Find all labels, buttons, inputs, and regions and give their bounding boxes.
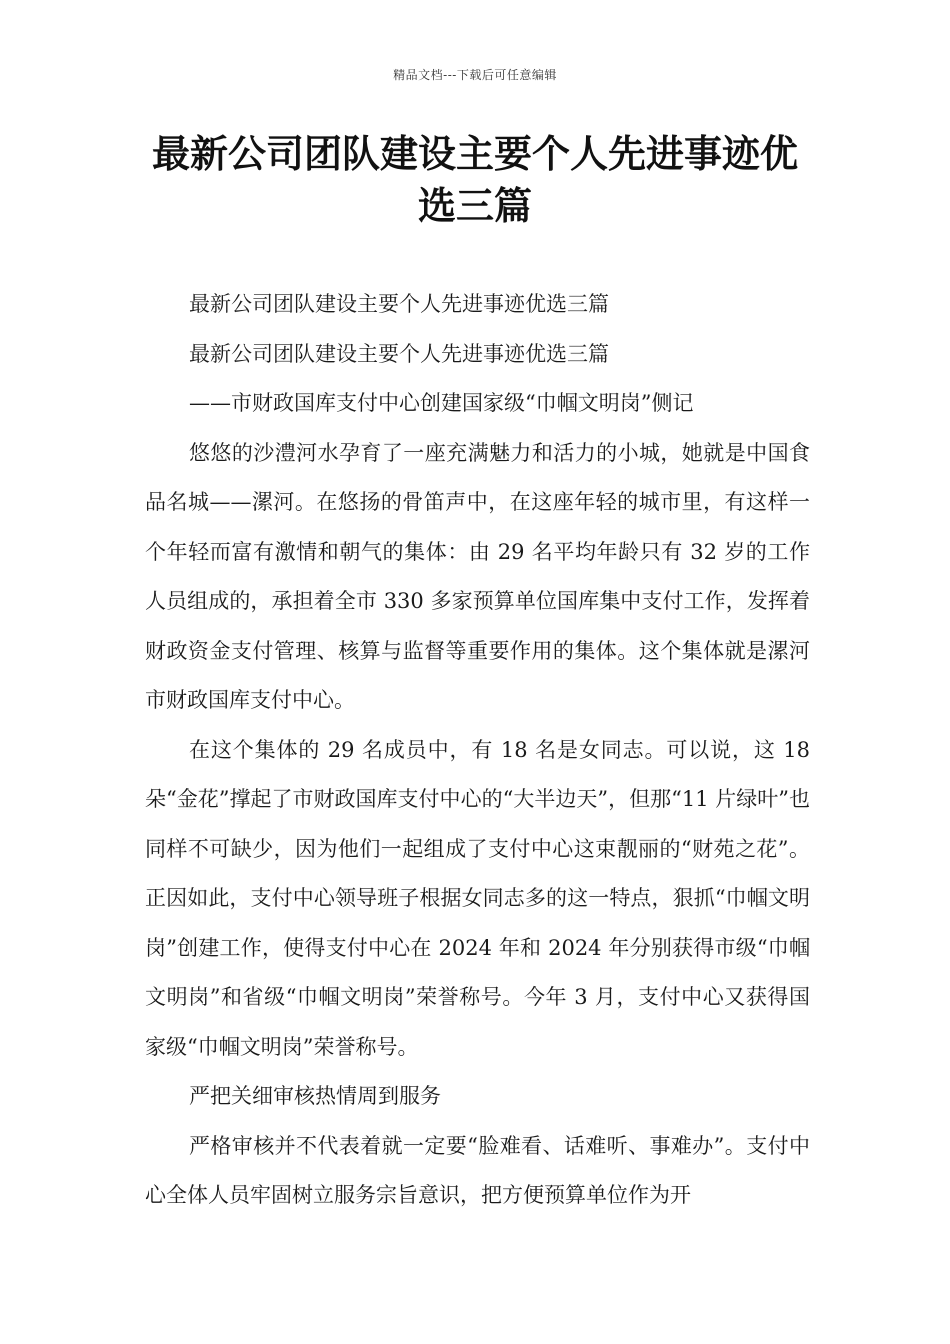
section-heading: 严把关细审核热情周到服务	[189, 1084, 441, 1108]
document-body	[145, 280, 810, 1221]
document-title: 最新公司团队建设主要个人先进事迹优选三篇	[151, 132, 798, 228]
header-note: 精品文档---下载后可任意编辑	[393, 68, 557, 82]
body-paragraph: 悠悠的沙澧河水孕育了一座充满魅力和活力的小城，她就是中国食品名城——漯河。在悠扬的骨笛声中，在这座年轻的城市里，有这样一个年轻而富有激情和朝气的集体：由 29 名平均年龄只有 32 岁的工作人员组成的，承担着全市 330 多家预算单位国库集中支付工作，发挥着财政资金支付管理、核算与监督等重要作用的集体。这个集体就是漯河市财政国库支付中心。	[145, 440, 810, 712]
body-paragraph: 严格审核并不代表着就一定要“脸难看、话难听、事难办”。支付中心全体人员牢固树立服务宗旨意识，把方便预算单位作为开	[145, 1133, 810, 1207]
body-paragraph: 在这个集体的 29 名成员中，有 18 名是女同志。可以说，这 18 朵“金花”撑起了市财政国库支付中心的“大半边天”，但那“11 片绿叶”也同样不可缺少，因为他们一起组成了支付中心这束靓丽的“财苑之花”。正因如此，支付中心领导班子根据女同志多的这一特点，狠抓“巾帼文明岗”创建工作，使得支付中心在 2024 年和 2024 年分别获得市级“巾帼文明岗”和省级“巾帼文明岗”荣誉称号。今年 3 月，支付中心又获得国家级“巾帼文明岗”荣誉称号。	[145, 737, 810, 1059]
subtitle-line-1: 最新公司团队建设主要个人先进事迹优选三篇	[189, 292, 609, 316]
subtitle-line-2: 最新公司团队建设主要个人先进事迹优选三篇	[189, 341, 609, 366]
subtitle-line-3: ——市财政国库支付中心创建国家级“巾帼文明岗”侧记	[189, 391, 694, 415]
